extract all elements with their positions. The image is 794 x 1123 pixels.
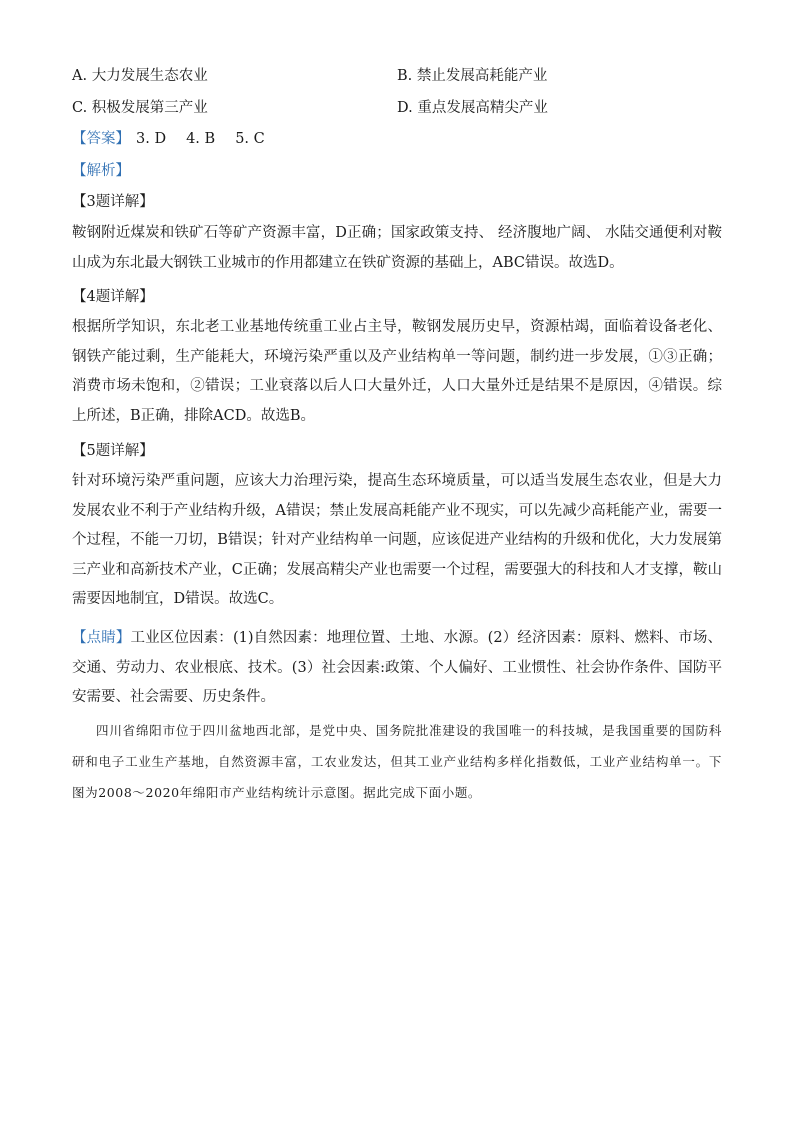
option-a: A. 大力发展生态农业 [72, 68, 208, 84]
answer-line [72, 129, 285, 149]
answer-item: 5. C [235, 131, 265, 147]
q3-text: 鞍钢附近煤炭和铁矿石等矿产资源丰富，D正确；国家政策支持、 经济腹地广阔、 水陆交通便利对鞍山成为东北最大钢铁工业城市的作用都建立在铁矿资源的基础上，ABC错误。故选D。 [72, 225, 722, 271]
option-b: B. 禁止发展高耗能产业 [397, 68, 548, 84]
answer-tag: 【答案】 [72, 131, 130, 147]
q5-heading: 【5题详解】 [72, 443, 154, 459]
analysis-tag: 【解析】 [72, 163, 130, 179]
question-intro: 四川省绵阳市位于四川盆地西北部，是党中央、国务院批准建设的我国唯一的科技城，是我国重要的国防科研和电子工业生产基地，自然资源丰富，工农业发达，但其工业产业结构多样化指数低，工业产业结构单一。下图为2008～2020年绵阳市产业结构统计示意图。据此完成下面小题。 [72, 723, 722, 800]
option-d: D. 重点发展高精尖产业 [397, 100, 548, 116]
tip-tag: 【点睛】 [72, 630, 131, 646]
q5-text: 针对环境污染严重问题，应该大力治理污染，提高生态环境质量，可以适当发展生态农业，但是大力发展农业不利于产业结构升级，A错误；禁止发展高耗能产业不现实，可以先减少高耗能产业，需要一个过程，不能一刀切，B错误；针对产业结构单一问题，应该促进产业结构的升级和优化，大力发展第三产业和高新技术产业，C正确；发展高精尖产业也需要一个过程，需要强大的科技和人才支撑，鞍山需要因地制宜，D错误。故选C。 [72, 473, 722, 607]
tip-text: 工业区位因素：(1)自然因素：地理位置、土地、水源。(2）经济因素：原料、燃料、市场、交通、劳动力、农业根底、技术。(3）社会因素:政策、个人偏好、工业惯性、社会协作条件、国防平安需要、社会需要、历史条件。 [72, 630, 723, 705]
answer-item: 3. D [136, 131, 167, 147]
tip-block [72, 624, 722, 713]
q3-heading: 【3题详解】 [72, 194, 154, 210]
q4-text: 根据所学知识，东北老工业基地传统重工业占主导，鞍钢发展历史早，资源枯竭，面临着设备老化、钢铁产能过剩，生产能耗大，环境污染严重以及产业结构单一等问题，制约进一步发展，①③正确；消费市场未饱和，②错误；工业衰落以后人口大量外迁，人口大量外迁是结果不是原因，④错误。综上所述，B正确，排除ACD。故选B。 [72, 319, 722, 424]
answer-item: 4. B [186, 131, 216, 147]
q4-heading: 【4题详解】 [72, 289, 154, 305]
option-c: C. 积极发展第三产业 [72, 100, 208, 116]
